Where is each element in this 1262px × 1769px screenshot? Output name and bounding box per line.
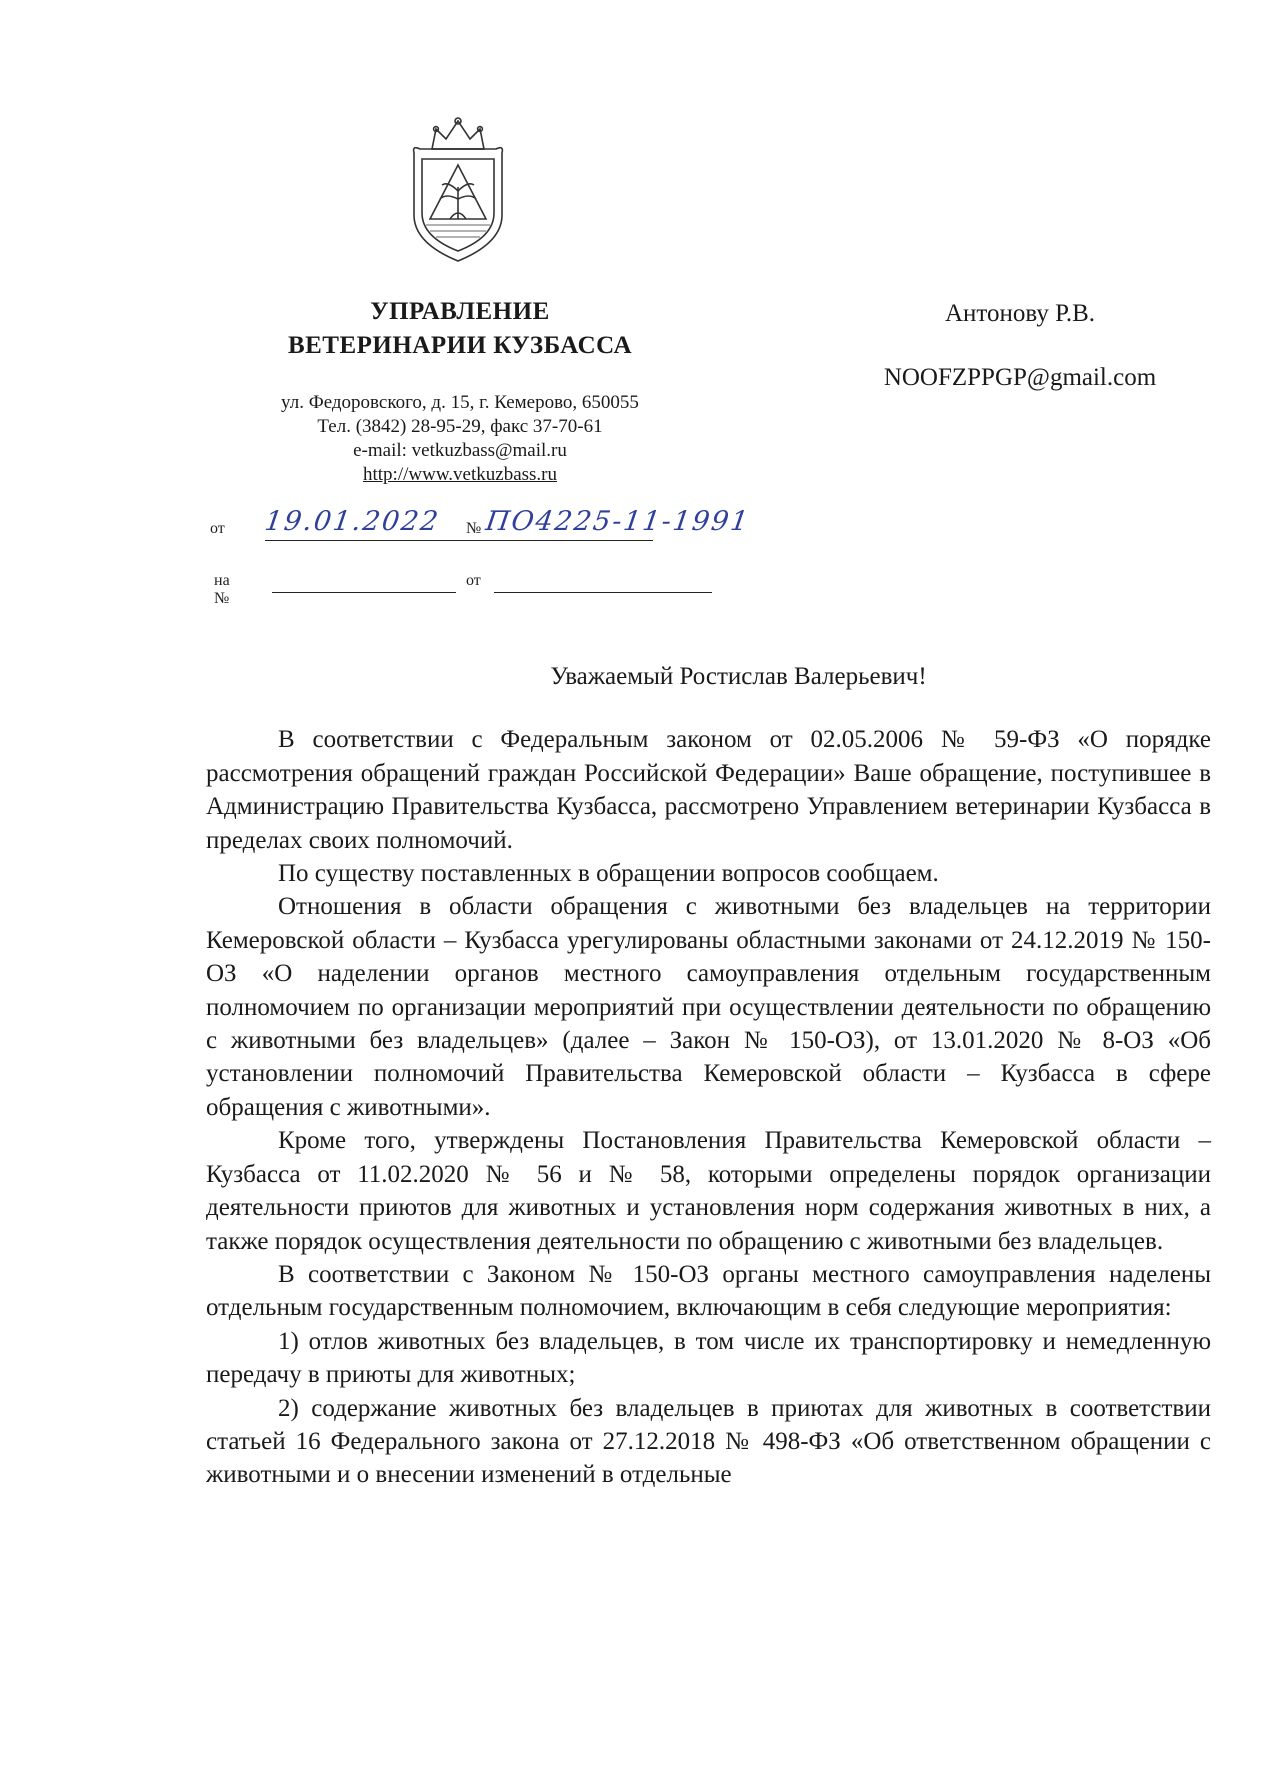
recipient-block	[830, 297, 1210, 395]
org-name-line2: ВЕТЕРИНАРИИ КУЗБАССА	[287, 332, 633, 359]
recipient-email: NOOFZPPGP@gmail.com	[883, 364, 1157, 391]
date-number-underline	[265, 540, 653, 541]
greeting: Уважаемый Ростислав Валерьевич!	[550, 663, 927, 690]
ref-number-label: на №	[214, 572, 230, 607]
paragraph: По существу поставленных в обращении вопросов сообщаем.	[278, 860, 939, 888]
org-email: e-mail: vetkuzbass@mail.ru	[353, 440, 567, 461]
kuzbass-coat-of-arms-icon	[402, 115, 514, 265]
org-name-line1: УПРАВЛЕНИЕ	[370, 298, 550, 325]
ref-number-field	[272, 592, 456, 593]
list-item: 1) отлов животных без владельцев, в том числе их транспортировку и немедленную передачу в приюты для животных;	[206, 1327, 1211, 1389]
ref-date-field	[494, 592, 712, 593]
paragraph: В соответствии с Федеральным законом от 02.05.2006 № 59-ФЗ «О порядке рассмотрения обращений граждан Российской Федерации» Ваше обращение, поступившее в Администрацию Правительства Кузбасса, рассмотрено Управлением ветеринарии Кузбасса в пределах своих полномочий.	[206, 726, 1211, 854]
handwritten-date: 19.01.2022	[262, 506, 442, 537]
number-label: №	[466, 520, 482, 537]
recipient-name: Антонову Р.В.	[944, 300, 1096, 327]
paragraph: В соответствии с Законом № 150-ОЗ органы местного самоуправления наделены отдельным государственным полномочием, включающим в себя следующие мероприятия:	[206, 1260, 1211, 1322]
from-label: от	[210, 520, 225, 537]
ref-from-label: от	[466, 572, 481, 589]
org-website-link[interactable]: http://www.vetkuzbass.ru	[362, 464, 558, 485]
sender-block	[200, 295, 720, 487]
paragraph: Кроме того, утверждены Постановления Правительства Кемеровской области – Кузбасса от 11.02.2020 № 56 и № 58, которыми определены порядок организации деятельности приютов для животных и установления норм содержания животных в них, а также порядок осуществления деятельности по обращению с животными без владельцев.	[206, 1127, 1211, 1255]
org-address: ул. Федоровского, д. 15, г. Кемерово, 650055	[281, 392, 639, 413]
list-item: 2) содержание животных без владельцев в приютах для животных в соответствии статьей 16 Федерального закона от 27.12.2018 № 498-ФЗ «Об ответственном обращении с животными и о внесении изменений в отдельные	[206, 1394, 1211, 1489]
handwritten-number: ПО4225-11-1991	[483, 506, 752, 537]
org-contacts	[200, 391, 720, 487]
paragraph: Отношения в области обращения с животными без владельцев на территории Кемеровской области – Кузбасса урегулированы областными законами от 24.12.2019 № 150-ОЗ «О наделении органов местного самоуправления отдельным государственным полномочием по организации мероприятий при осуществлении деятельности по обращению с животными без владельцев» (далее – Закон № 150-ОЗ), от 13.01.2020 № 8-ОЗ «Об установлении полномочий Правительства Кемеровской области – Кузбасса в сфере обращения с животными».	[206, 893, 1211, 1121]
letter-body	[206, 660, 1211, 1492]
org-phone: Тел. (3842) 28-95-29, факс 37-70-61	[317, 416, 603, 437]
